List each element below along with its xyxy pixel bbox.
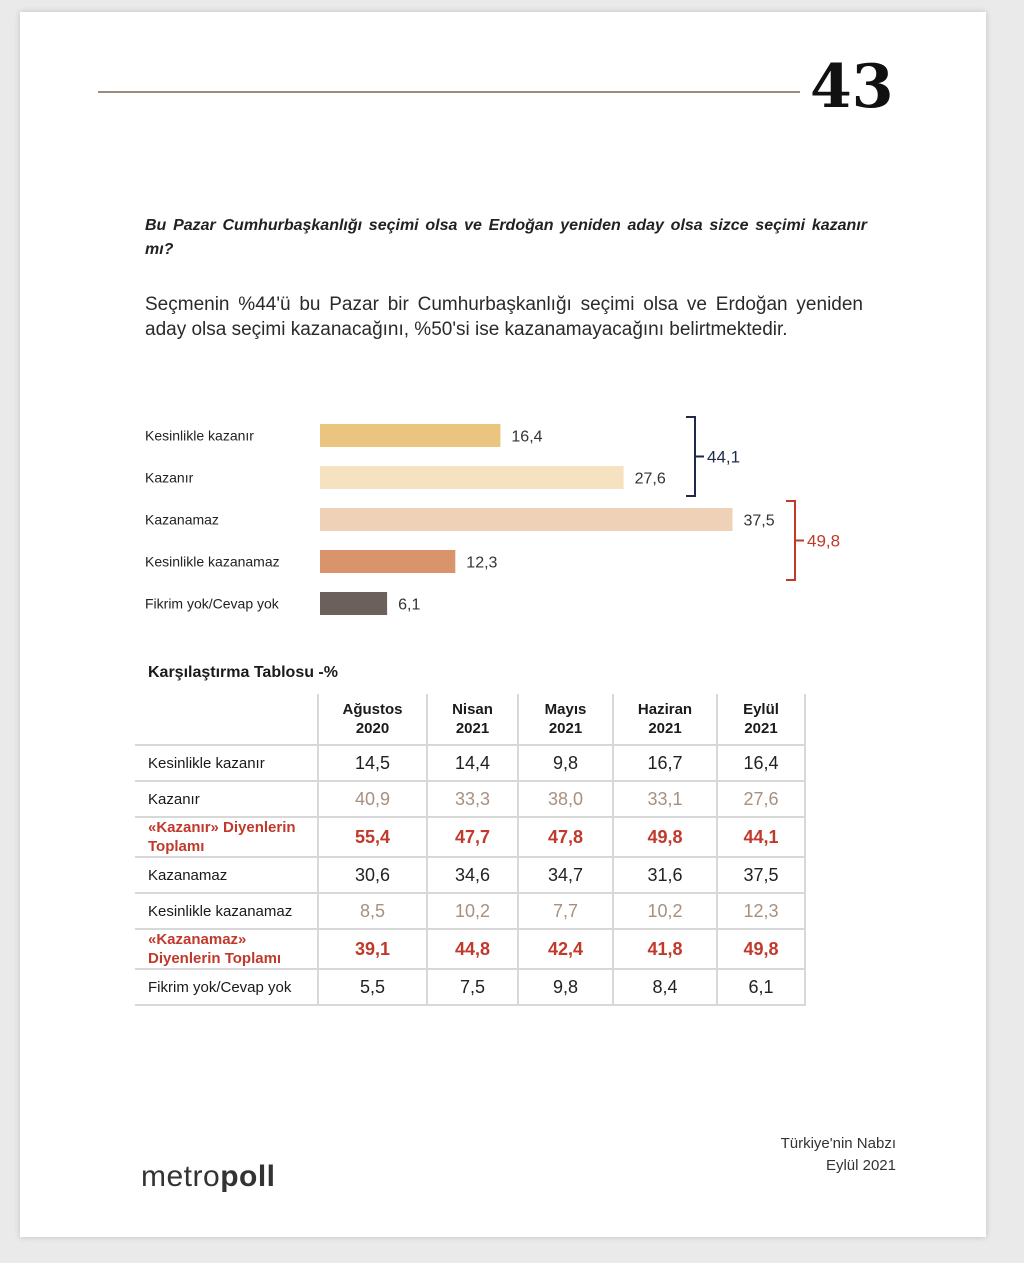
bar-value-label: 27,6 [634, 470, 666, 488]
column-header [318, 694, 427, 745]
column-header [717, 694, 805, 745]
column-header-month: Eylül [743, 701, 779, 718]
row-label: «Kazanamaz» Diyenlerin Toplamı [135, 929, 318, 969]
bar-value-label: 37,5 [743, 512, 775, 530]
table-cell: 30,6 [318, 857, 427, 893]
group-bracket [786, 501, 804, 580]
survey-question: Bu Pazar Cumhurbaşkanlığı seçimi olsa ve Erdoğan yeniden aday olsa sizce seçimi kazanır mı? [145, 217, 867, 258]
table-cell: 49,8 [613, 817, 717, 857]
table-cell: 47,8 [518, 817, 613, 857]
column-header-year: 2021 [648, 720, 682, 737]
row-label: Kazanır [135, 781, 318, 817]
table-cell: 7,7 [518, 893, 613, 929]
table-cell: 44,1 [717, 817, 805, 857]
column-header-year: 2021 [455, 720, 490, 737]
table-corner-cell [135, 694, 318, 745]
report-footer [700, 1133, 896, 1177]
table-cell: 31,6 [613, 857, 717, 893]
comparison-table [135, 694, 806, 1006]
table-cell: 6,1 [717, 969, 805, 1005]
column-header-year: 2020 [355, 720, 390, 737]
table-cell: 27,6 [717, 781, 805, 817]
bar-value-label: 12,3 [466, 554, 498, 572]
column-header-month: Haziran [637, 701, 693, 718]
bar [320, 592, 387, 615]
table-cell: 10,2 [427, 893, 518, 929]
table-row [135, 817, 805, 857]
table-cell: 16,4 [717, 745, 805, 781]
bar-category-label: Kesinlikle kazanır [145, 427, 254, 444]
bar [320, 508, 733, 531]
table-row [135, 745, 805, 781]
group-bracket [686, 417, 704, 496]
report-name: Türkiye'nin Nabzı [780, 1135, 896, 1152]
table-cell: 49,8 [717, 929, 805, 969]
row-label: Kesinlikle kazanır [135, 745, 318, 781]
table-cell: 44,8 [427, 929, 518, 969]
report-date: Eylül 2021 [825, 1157, 896, 1174]
table-cell: 37,5 [717, 857, 805, 893]
table-cell: 47,7 [427, 817, 518, 857]
column-header [518, 694, 613, 745]
metropoll-logo [141, 1160, 276, 1194]
table-cell: 38,0 [518, 781, 613, 817]
table-cell: 12,3 [717, 893, 805, 929]
table-cell: 40,9 [318, 781, 427, 817]
table-cell: 16,7 [613, 745, 717, 781]
row-label: Kesinlikle kazanamaz [135, 893, 318, 929]
table-cell: 10,2 [613, 893, 717, 929]
row-label: Kazanamaz [135, 857, 318, 893]
bar [320, 550, 455, 573]
group-total-label: 44,1 [707, 447, 741, 467]
bar-category-label: Kesinlikle kazanamaz [145, 553, 280, 570]
bar [320, 466, 624, 489]
row-label: «Kazanır» Diyenlerin Toplamı [135, 817, 318, 857]
table-row [135, 857, 805, 893]
bar-category-label: Kazanamaz [145, 511, 219, 528]
table-row [135, 969, 805, 1005]
table-row [135, 781, 805, 817]
table-cell: 5,5 [318, 969, 427, 1005]
table-row [135, 893, 805, 929]
summary-text: Seçmenin %44'ü bu Pazar bir Cumhurbaşkanlığı seçimi olsa ve Erdoğan yeniden aday olsa seçimi kazanacağını, %50'si ise kazanamayacağını belirtmektedir. [145, 294, 863, 340]
table-cell: 33,1 [613, 781, 717, 817]
table-cell: 9,8 [518, 969, 613, 1005]
table-cell: 8,5 [318, 893, 427, 929]
bar-category-label: Kazanır [145, 469, 194, 486]
table-cell: 55,4 [318, 817, 427, 857]
table-cell: 14,4 [427, 745, 518, 781]
column-header [613, 694, 717, 745]
table-cell: 8,4 [613, 969, 717, 1005]
table-cell: 41,8 [613, 929, 717, 969]
table-cell: 9,8 [518, 745, 613, 781]
column-header-month: Ağustos [342, 701, 403, 718]
column-header [427, 694, 518, 745]
row-label: Fikrim yok/Cevap yok [135, 969, 318, 1005]
table-title: Karşılaştırma Tablosu -% [148, 664, 338, 681]
table-cell: 33,3 [427, 781, 518, 817]
group-total-label: 49,8 [807, 531, 841, 551]
table-cell: 7,5 [427, 969, 518, 1005]
table-cell: 39,1 [318, 929, 427, 969]
column-header-year: 2021 [744, 720, 778, 737]
column-header-year: 2021 [548, 720, 583, 737]
column-header-month: Nisan [452, 701, 493, 718]
logo-text-poll: poll [220, 1160, 276, 1193]
column-header-month: Mayıs [544, 701, 587, 718]
bar-category-label: Fikrim yok/Cevap yok [145, 595, 279, 612]
table-cell: 14,5 [318, 745, 427, 781]
table-cell: 42,4 [518, 929, 613, 969]
bar-value-label: 6,1 [398, 596, 421, 614]
page-number: 43 [810, 52, 894, 122]
table-row [135, 929, 805, 969]
table-cell: 34,7 [518, 857, 613, 893]
table-cell: 34,6 [427, 857, 518, 893]
bar-value-label: 16,4 [511, 428, 543, 446]
bar [320, 424, 500, 447]
logo-text-metro: metro [141, 1160, 221, 1193]
